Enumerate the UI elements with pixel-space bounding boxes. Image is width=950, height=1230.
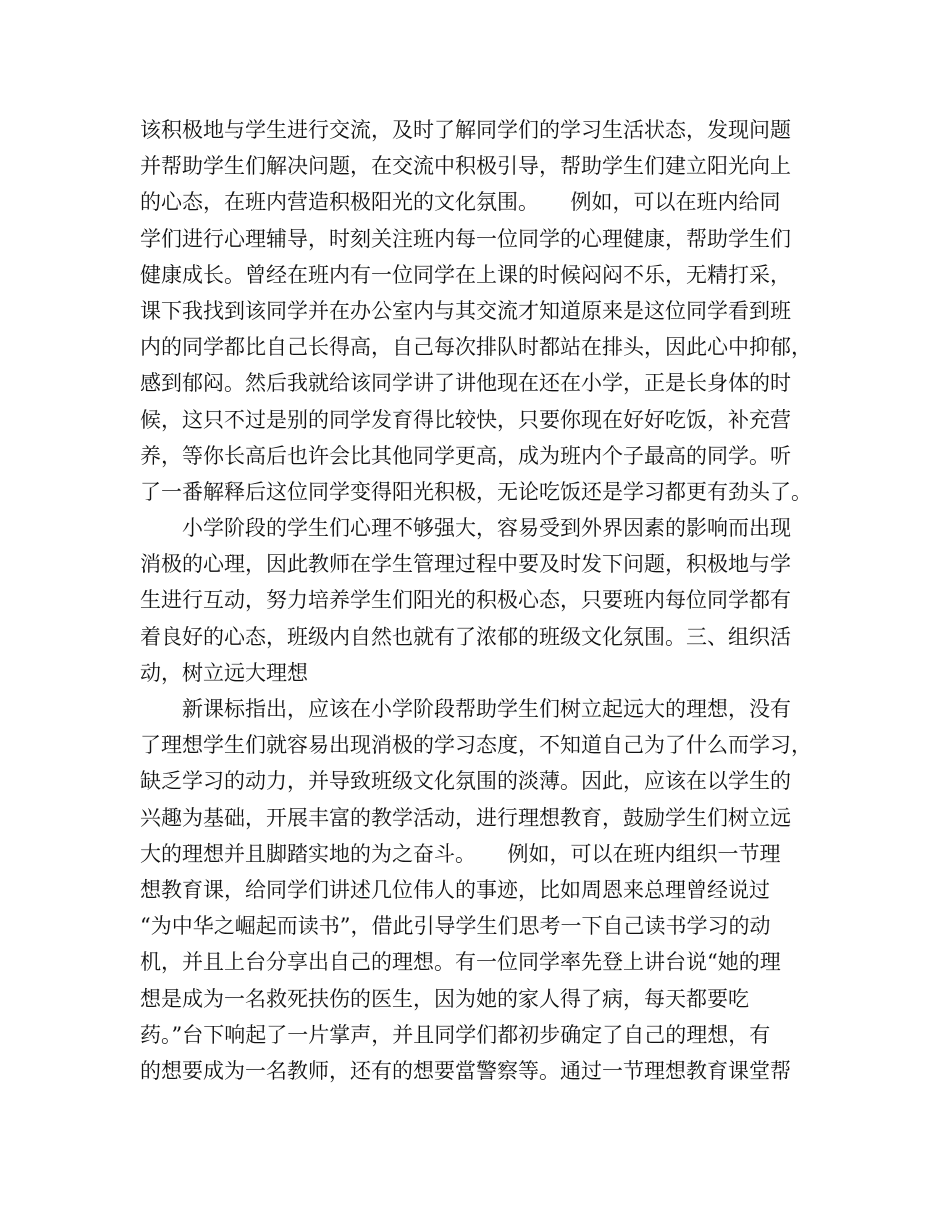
text-line: 新课标指出，应该在小学阶段帮助学生们树立起远大的理想，没有 — [140, 697, 791, 721]
text-line: 的想要成为一名教师，还有的想要當警察等。通过一节理想教育课堂帮 — [140, 1058, 791, 1083]
text-line: 学们进行心理辅导，时刻关注班内每一位同学的心理健康，帮助学生们 — [140, 226, 791, 251]
text-line: 课下我找到该同学并在办公室内与其交流才知道原来是这位同学看到班 — [140, 298, 791, 323]
text-line: 感到郁闷。然后我就给该同学讲了讲他现在还在小学，正是长身体的时 — [140, 371, 791, 396]
text-line: 着良好的心态，班级内自然也就有了浓郁的班级文化氛围。三、组织活 — [140, 624, 791, 649]
text-line: 消极的心理，因此教师在学生管理过程中要及时发下问题，积极地与学 — [140, 552, 791, 577]
text-line: 动，树立远大理想 — [140, 660, 308, 685]
text-line: 兴趣为基础，开展丰富的教学活动，进行理想教育，鼓励学生们树立远 — [140, 805, 791, 830]
text-line: 药。”台下响起了一片掌声，并且同学们都初步确定了自己的理想，有 — [140, 1022, 771, 1047]
body-text — [140, 112, 820, 1089]
text-line: 养，等你长高后也许会比其他同学更高，成为班内个子最高的同学。听 — [140, 443, 791, 468]
text-line: 想教育课，给同学们讲述几位伟人的事迹，比如周恩来总理曾经说过 — [140, 877, 770, 902]
text-line: 了理想学生们就容易出现消极的学习态度，不知道自己为了什么而学习， — [140, 733, 812, 758]
text-line: 的心态，在班内营造积极阳光的文化氛围。 例如，可以在班内给同 — [140, 190, 781, 215]
text-line: 小学阶段的学生们心理不够强大，容易受到外界因素的影响而出现 — [140, 516, 791, 541]
text-line: 生进行互动，努力培养学生们阳光的积极心态，只要班内每位同学都有 — [140, 588, 791, 613]
text-line: 想是成为一名救死扶伤的医生，因为她的家人得了病，每天都要吃 — [140, 986, 749, 1011]
text-line: 机，并且上台分享出自己的理想。有一位同学率先登上讲台说“她的理 — [140, 950, 781, 975]
text-line: 内的同学都比自己长得高，自己每次排队时都站在排头，因此心中抑郁， — [140, 335, 812, 360]
text-line: 该积极地与学生进行交流，及时了解同学们的学习生活状态，发现问题 — [140, 118, 791, 142]
text-line: 了一番解释后这位同学变得阳光积极，无论吃饭还是学习都更有劲头了。 — [140, 479, 812, 504]
text-line: 并帮助学生们解决问题，在交流中积极引导，帮助学生们建立阳光向上 — [140, 154, 791, 179]
text-line: 缺乏学习的动力，并导致班级文化氛围的淡薄。因此，应该在以学生的 — [140, 769, 791, 794]
text-line: 大的理想并且脚踏实地的为之奋斗。 例如，可以在班内组织一节理 — [140, 841, 781, 866]
text-line: “为中华之崛起而读书”，借此引导学生们思考一下自己读书学习的动 — [140, 914, 771, 939]
text-line: 健康成长。曾经在班内有一位同学在上课的时候闷闷不乐，无精打采， — [140, 262, 791, 287]
text-line: 候，这只不过是别的同学发育得比较快，只要你现在好好吃饭，补充营 — [140, 407, 791, 432]
